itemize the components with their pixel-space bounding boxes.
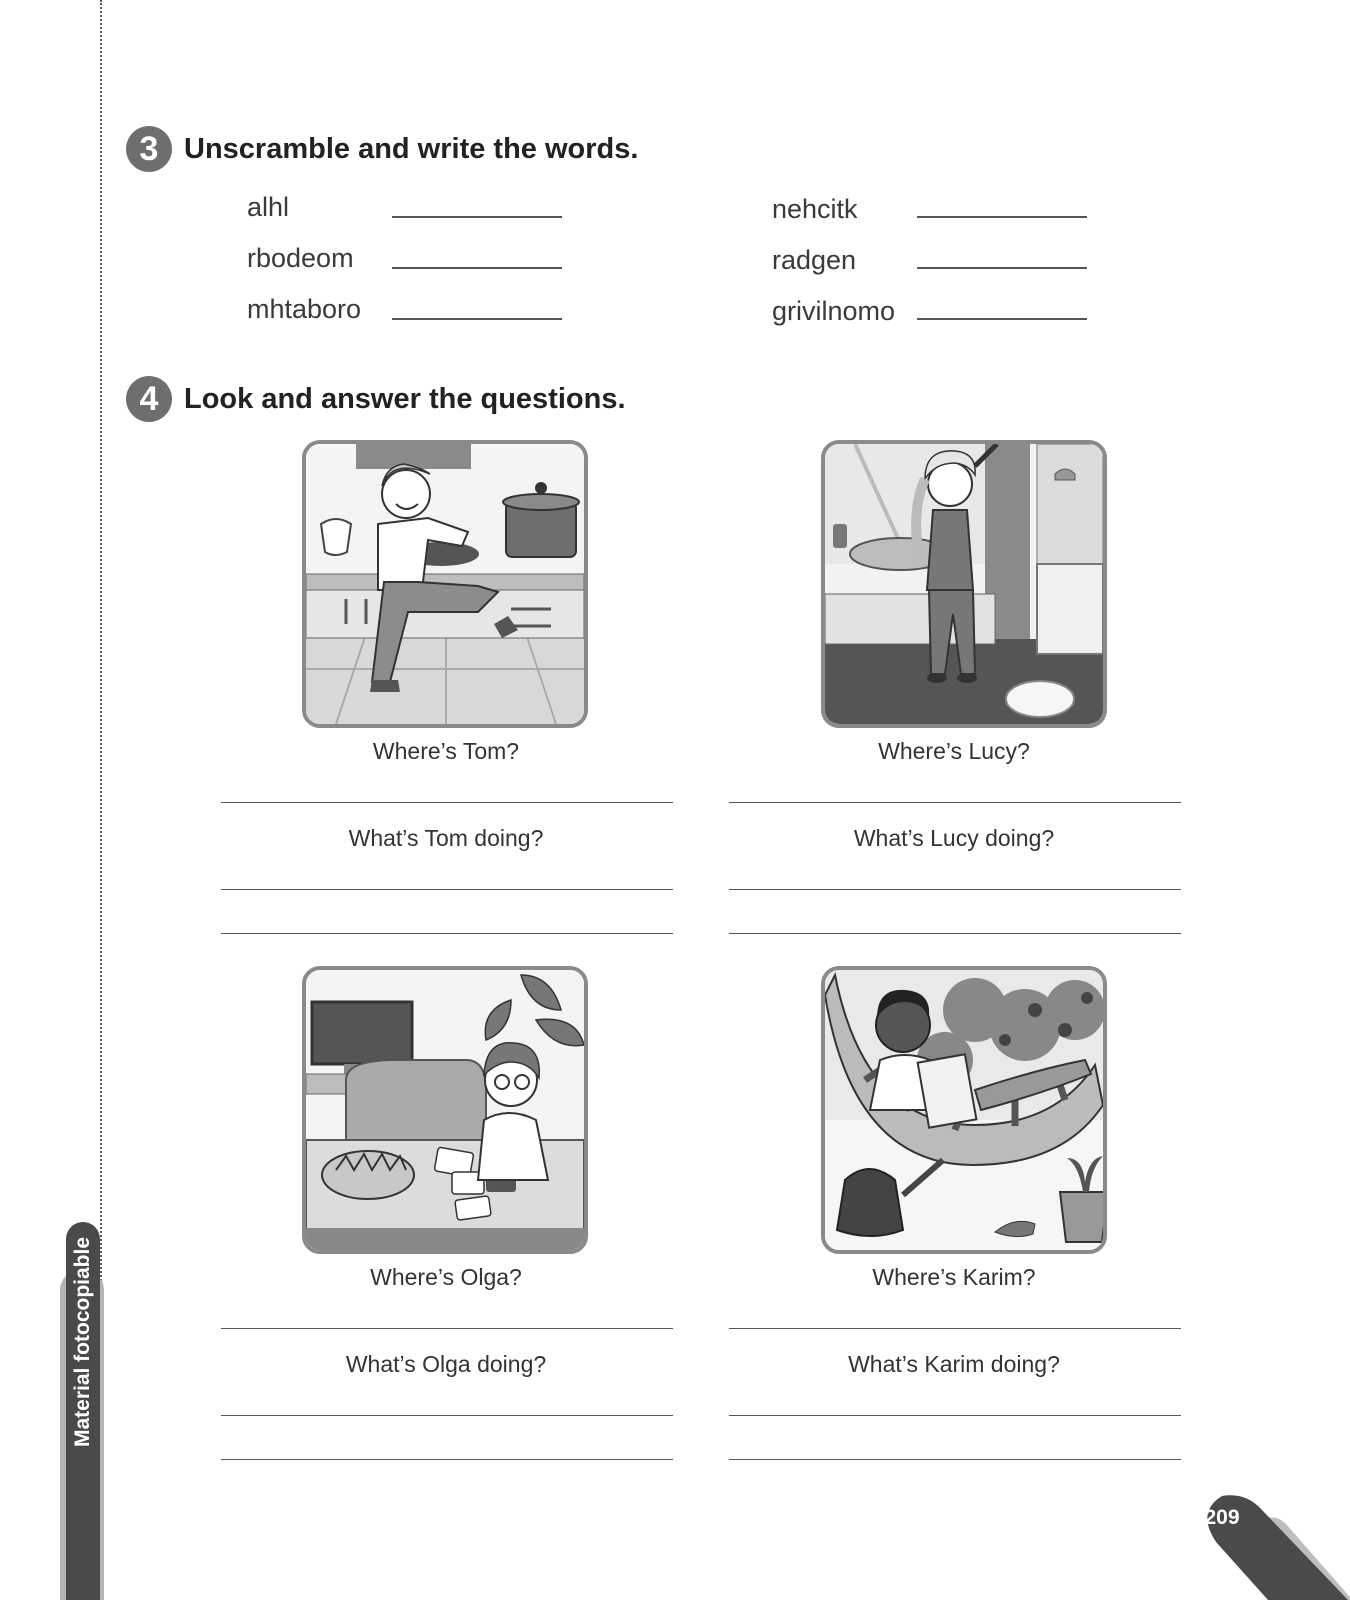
answer-line[interactable] [729,889,1181,890]
answer-line[interactable] [221,889,673,890]
exercise-number-badge: 3 [126,126,172,172]
scrambled-word: nehcitk [772,194,858,224]
answer-line[interactable] [729,933,1181,934]
answer-line[interactable] [729,1459,1181,1460]
scrambled-word: rbodeom [247,243,354,273]
scrambled-word: radgen [772,245,857,275]
exercise-number-badge: 4 [126,376,172,422]
answer-blank[interactable] [392,216,562,218]
answer-line[interactable] [221,1415,673,1416]
exercise-title: Look and answer the questions. [184,382,626,415]
answer-line[interactable] [729,1328,1181,1329]
question-doing: What’s Karim doing? [848,1351,1060,1377]
answer-blank[interactable] [392,267,562,269]
answer-line[interactable] [221,1328,673,1329]
kitchen-illustration [302,440,588,728]
answer-blank[interactable] [917,267,1087,269]
scrambled-word: alhl [247,192,290,222]
scrambled-word: grivilnomo [772,296,896,326]
answer-blank[interactable] [917,318,1087,320]
exercise-4-heading [126,376,626,422]
question-where: Where’s Lucy? [878,738,1030,764]
answer-blank[interactable] [392,318,562,320]
bathroom-illustration [821,440,1107,728]
side-tab-label: Material fotocopiable [71,1236,94,1448]
question-doing: What’s Olga doing? [345,1351,547,1377]
exercise-3-heading [126,126,638,172]
answer-line[interactable] [221,933,673,934]
page-number: 209 [1204,1506,1240,1529]
question-doing: What’s Tom doing? [348,825,544,851]
question-where: Where’s Olga? [370,1264,522,1290]
question-doing: What’s Lucy doing? [853,825,1055,851]
answer-line[interactable] [729,802,1181,803]
answer-line[interactable] [221,802,673,803]
answer-line[interactable] [221,1459,673,1460]
answer-blank[interactable] [917,216,1087,218]
exercise-title: Unscramble and write the words. [184,132,639,165]
question-where: Where’s Tom? [372,738,520,764]
living-room-illustration [302,966,588,1254]
question-where: Where’s Karim? [872,1264,1036,1290]
answer-line[interactable] [729,1415,1181,1416]
scrambled-word: mhtaboro [247,294,362,324]
garden-illustration [821,966,1107,1254]
